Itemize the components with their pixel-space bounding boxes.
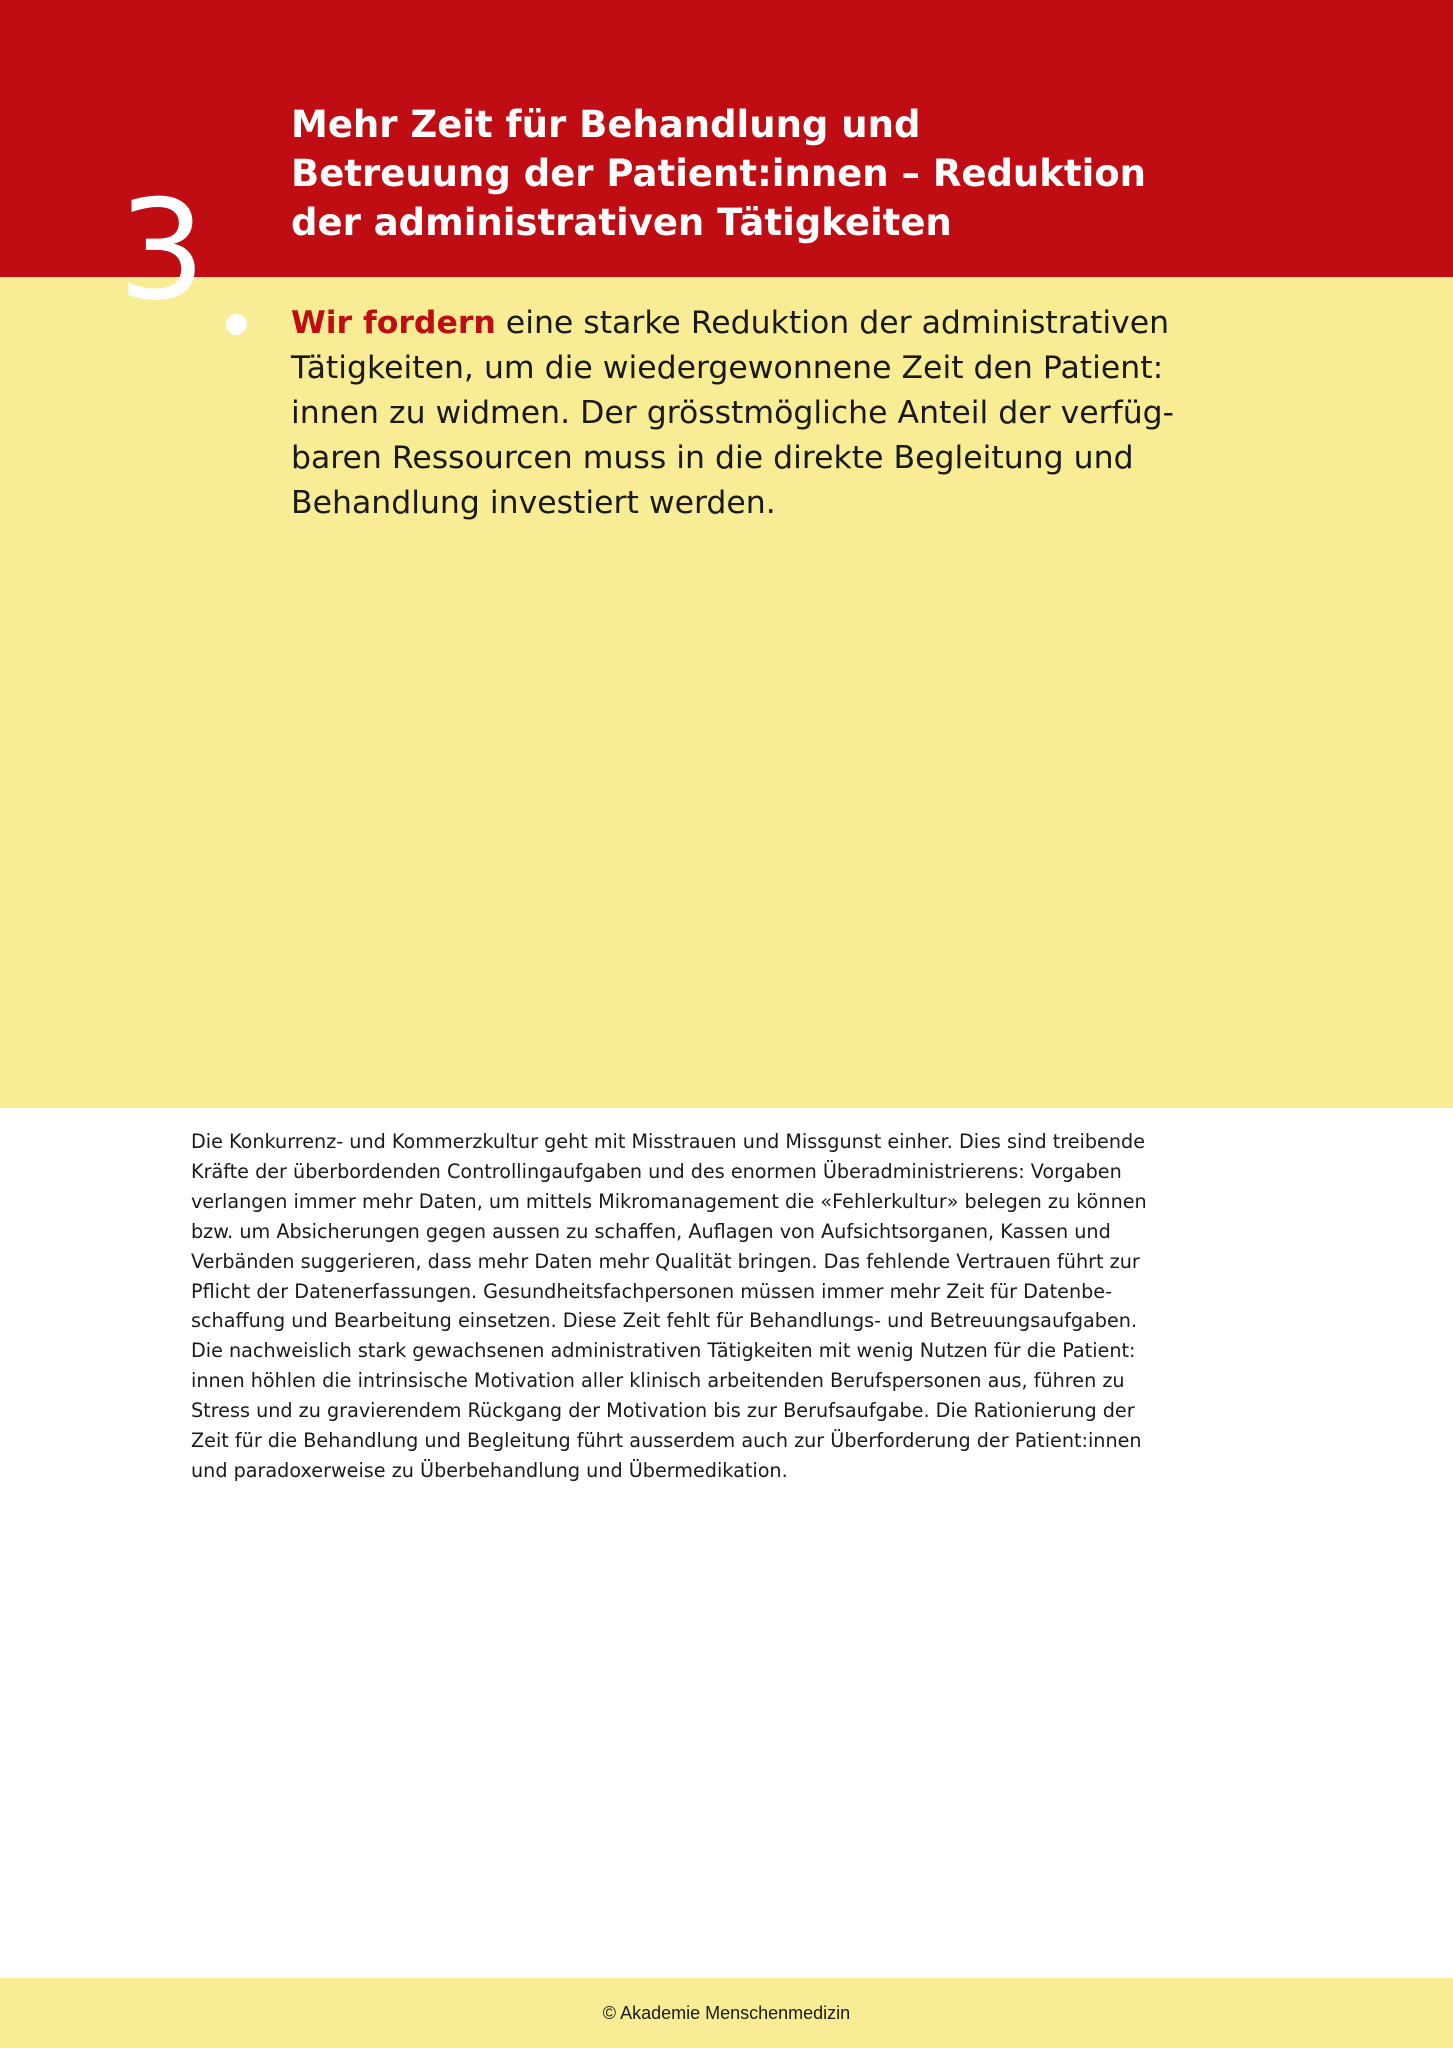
body-line: innen höhlen die intrinsische Motivation aller klinisch arbeitenden Berufspersonen aus, führen zu xyxy=(191,1369,1125,1393)
section-title xyxy=(291,100,1291,247)
body-line: Verbänden suggerieren, dass mehr Daten mehr Qualität bringen. Das fehlende Vertrauen führt zur xyxy=(191,1249,1140,1273)
body-line: bzw. um Absicherungen gegen aussen zu schaffen, Auflagen von Aufsichtsorganen, Kassen und xyxy=(191,1219,1111,1243)
section-title-line: der administrativen Tätigkeiten xyxy=(291,201,952,244)
body-paragraph xyxy=(191,1127,1271,1486)
body-line: Pflicht der Datenerfassungen. Gesundheitsfachpersonen müssen immer mehr Zeit für Datenbe- xyxy=(191,1279,1113,1303)
body-line: Die Konkurrenz- und Kommerzkultur geht mit Misstrauen und Missgunst einher. Dies sind treibende xyxy=(191,1130,1145,1153)
footer-copyright: © Akademie Menschenmedizin xyxy=(602,2003,851,2023)
lead-line: Tätigkeiten, um die wiedergewonnene Zeit den Patient: xyxy=(291,350,1164,386)
section-title-line: Mehr Zeit für Behandlung und xyxy=(291,103,921,146)
section-title-line: Betreuung der Patient:innen – Reduktion xyxy=(291,152,1147,195)
lead-line: innen zu widmen. Der grösstmögliche Anteil der verfüg- xyxy=(291,395,1175,431)
lead-first-line-rest: eine starke Reduktion der administrativen xyxy=(495,305,1170,341)
lead-emphasis: Wir fordern xyxy=(291,305,496,341)
lead-line xyxy=(291,301,1311,346)
section-number-dot xyxy=(226,314,247,335)
lead-paragraph xyxy=(291,301,1311,526)
body-line: schaffung und Bearbeitung einsetzen. Diese Zeit fehlt für Behandlungs- und Betreuungsaufgaben. xyxy=(191,1309,1138,1333)
body-line: und paradoxerweise zu Überbehandlung und Übermedikation. xyxy=(191,1458,788,1482)
lead-line: Behandlung investiert werden. xyxy=(291,485,776,521)
body-line: Kräfte der überbordenden Controllingaufgaben und des enormen Überadministrierens: Vorgaben xyxy=(191,1159,1122,1183)
body-line: verlangen immer mehr Daten, um mittels Mikromanagement die «Fehlerkultur» belegen zu können xyxy=(191,1189,1147,1213)
lead-line: baren Ressourcen muss in die direkte Begleitung und xyxy=(291,440,1134,476)
body-line: Die nachweislich stark gewachsenen administrativen Tätigkeiten mit wenig Nutzen für die Patient: xyxy=(191,1339,1136,1363)
section-number: 3 xyxy=(118,170,204,331)
body-line: Stress und zu gravierendem Rückgang der Motivation bis zur Berufsaufgabe. Die Rationierung der xyxy=(191,1399,1135,1423)
body-line: Zeit für die Behandlung und Begleitung führt ausserdem auch zur Überforderung der Patient:innen xyxy=(191,1429,1142,1453)
